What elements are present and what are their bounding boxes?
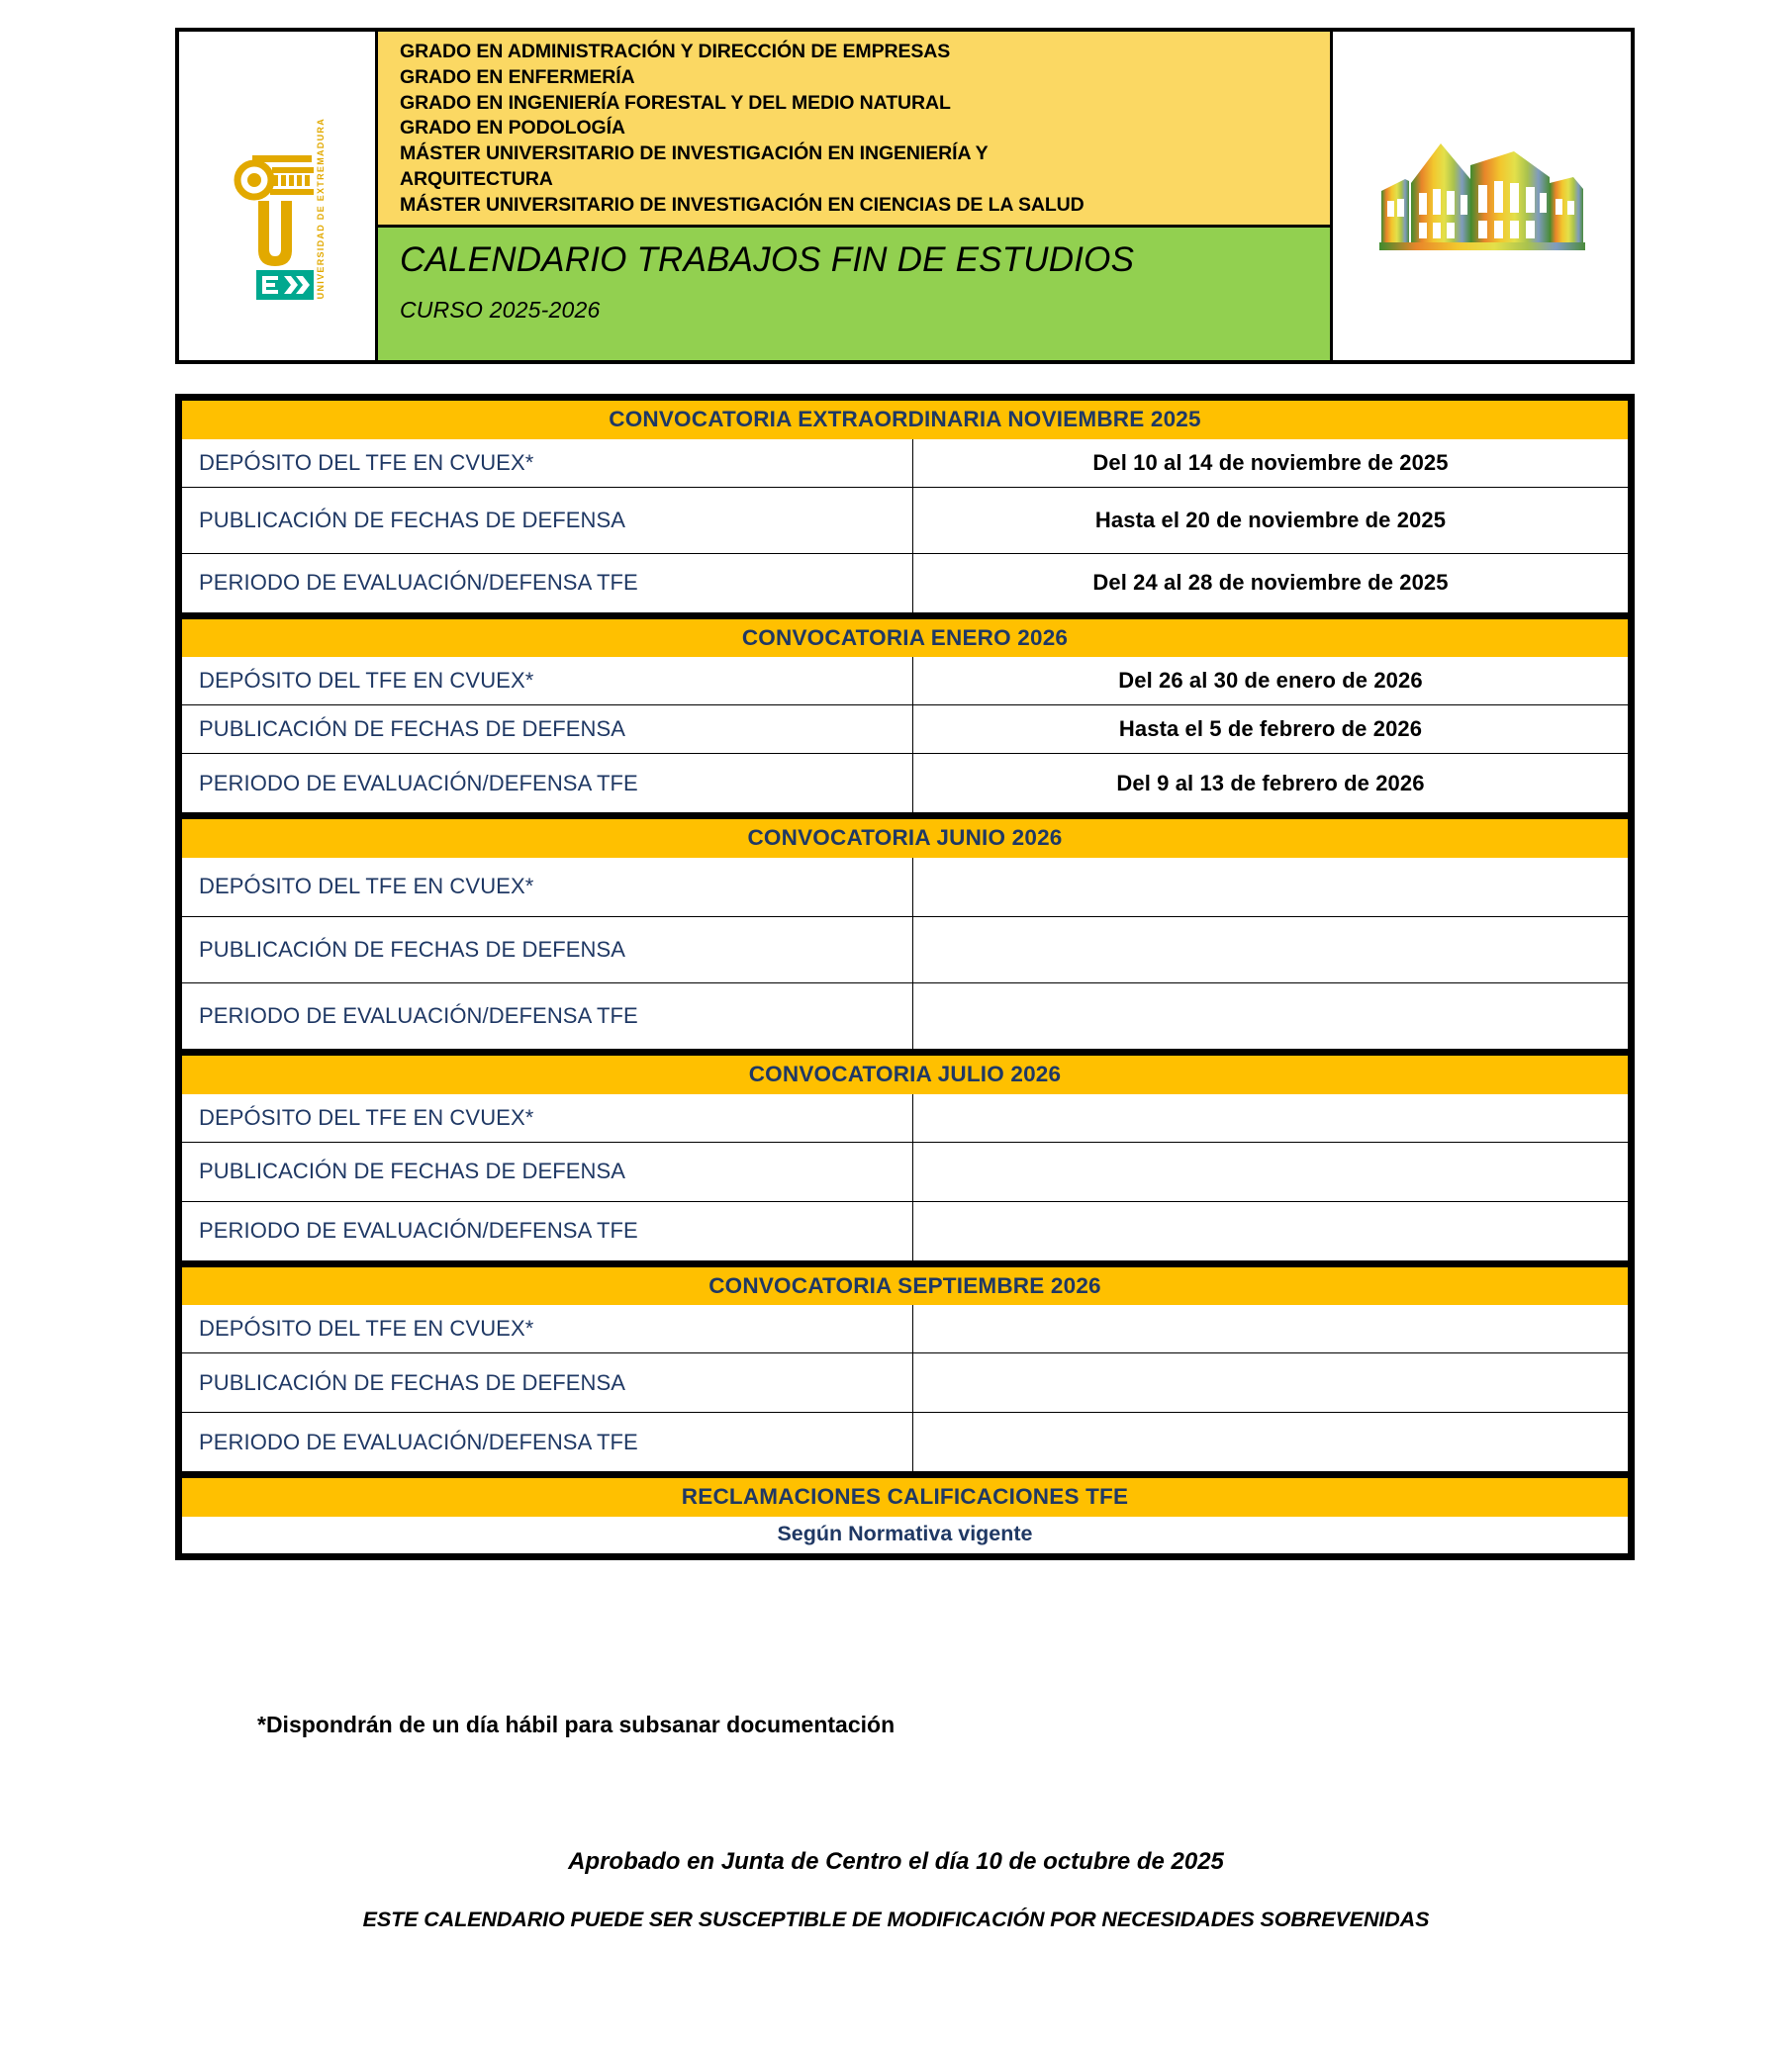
degree-item: ARQUITECTURA [400,167,553,190]
calendar-title-band [378,228,1330,360]
row-label: PUBLICACIÓN DE FECHAS DE DEFENSA [182,488,913,553]
table-row [182,983,1628,1049]
section-header-noviembre: CONVOCATORIA EXTRAORDINARIA NOVIEMBRE 2025 [182,401,1628,439]
section-header-reclamaciones: RECLAMACIONES CALIFICACIONES TFE [182,1478,1628,1517]
row-value: Hasta el 5 de febrero de 2026 [1118,716,1423,742]
table-row [182,754,1628,812]
row-label: PERIODO DE EVALUACIÓN/DEFENSA TFE [182,754,913,812]
uex-logo [229,84,326,299]
page-title: CALENDARIO TRABAJOS FIN DE ESTUDIOS [400,239,1135,279]
title-cell [378,28,1333,364]
section-body-junio [182,858,1628,1049]
row-value [913,917,1628,982]
document-header [175,28,1635,364]
table-row [182,1413,1628,1471]
row-label: PERIODO DE EVALUACIÓN/DEFENSA TFE [182,554,913,612]
table-row [182,439,1628,488]
table-row [182,1094,1628,1143]
row-value: Del 24 al 28 de noviembre de 2025 [1092,570,1449,596]
row-label: PUBLICACIÓN DE FECHAS DE DEFENSA [182,1353,913,1412]
row-value: Del 26 al 30 de enero de 2026 [1118,668,1423,694]
course-subtitle: CURSO 2025-2026 [400,296,601,323]
row-value [913,858,1628,916]
row-value [913,1202,1628,1260]
degree-item: GRADO EN ADMINISTRACIÓN Y DIRECCIÓN DE EMPRESAS [400,41,951,62]
degree-item: GRADO EN PODOLOGÍA [400,117,625,140]
calendar-table [175,394,1635,1560]
table-row [182,1305,1628,1353]
table-row [182,858,1628,917]
building-image-cell [1333,28,1635,364]
row-label: DEPÓSITO DEL TFE EN CVUEX* [182,858,913,916]
section-divider [182,1260,1628,1267]
uex-column-logo-icon [229,141,314,300]
section-divider [182,1049,1628,1056]
table-row [182,705,1628,754]
row-label: DEPÓSITO DEL TFE EN CVUEX* [182,439,913,487]
section-divider [182,1471,1628,1478]
section-body-julio [182,1094,1628,1260]
reclamaciones-note: Según Normativa vigente [182,1517,1628,1553]
table-row [182,1143,1628,1202]
footer-warning: ESTE CALENDARIO PUEDE SER SUSCEPTIBLE DE MODIFICACIÓN POR NECESIDADES SOBREVENIDAS [362,1908,1430,1931]
table-row [182,657,1628,705]
section-body-noviembre [182,439,1628,612]
section-header-septiembre: CONVOCATORIA SEPTIEMBRE 2026 [182,1267,1628,1306]
row-value [913,1305,1628,1352]
row-label: DEPÓSITO DEL TFE EN CVUEX* [182,1305,913,1352]
section-header-julio: CONVOCATORIA JULIO 2026 [182,1056,1628,1094]
section-header-enero: CONVOCATORIA ENERO 2026 [182,619,1628,658]
degree-item: MÁSTER UNIVERSITARIO DE INVESTIGACIÓN EN INGENIERÍA Y [400,142,989,165]
degree-list [378,32,1330,228]
row-value [913,1143,1628,1201]
table-row [182,554,1628,612]
row-label: PUBLICACIÓN DE FECHAS DE DEFENSA [182,705,913,753]
degree-item: GRADO EN ENFERMERÍA [400,65,635,88]
degree-item: GRADO EN INGENIERÍA FORESTAL Y DEL MEDIO NATURAL [400,91,951,114]
footnote-asterisk: *Dispondrán de un día hábil para subsanar documentación [257,1712,896,1737]
row-label: PERIODO DE EVALUACIÓN/DEFENSA TFE [182,1413,913,1471]
row-label: PERIODO DE EVALUACIÓN/DEFENSA TFE [182,1202,913,1260]
logo-vertical-text: UNIVERSIDAD DE EXTREMADURA [316,118,326,300]
row-label: DEPÓSITO DEL TFE EN CVUEX* [182,657,913,704]
section-divider [182,612,1628,619]
section-header-junio: CONVOCATORIA JUNIO 2026 [182,819,1628,858]
table-row [182,1202,1628,1260]
table-row [182,917,1628,983]
row-value [913,1413,1628,1471]
row-value: Del 9 al 13 de febrero de 2026 [1116,770,1425,795]
table-row [182,488,1628,554]
table-row [182,1353,1628,1413]
row-label: PUBLICACIÓN DE FECHAS DE DEFENSA [182,917,913,982]
section-body-enero [182,657,1628,812]
row-value [913,983,1628,1049]
section-divider [182,812,1628,819]
section-body-septiembre [182,1305,1628,1471]
university-building-illustration-icon [1375,122,1588,270]
row-value [913,1094,1628,1142]
row-value: Hasta el 20 de noviembre de 2025 [1094,507,1447,532]
row-label: PUBLICACIÓN DE FECHAS DE DEFENSA [182,1143,913,1201]
row-value [913,1353,1628,1412]
row-label: PERIODO DE EVALUACIÓN/DEFENSA TFE [182,983,913,1049]
logo-cell [175,28,378,364]
degree-item: MÁSTER UNIVERSITARIO DE INVESTIGACIÓN EN CIENCIAS DE LA SALUD [400,193,1085,216]
row-value: Del 10 al 14 de noviembre de 2025 [1092,449,1449,475]
footer-approved: Aprobado en Junta de Centro el día 10 de octubre de 2025 [568,1848,1224,1875]
row-label: DEPÓSITO DEL TFE EN CVUEX* [182,1094,913,1142]
